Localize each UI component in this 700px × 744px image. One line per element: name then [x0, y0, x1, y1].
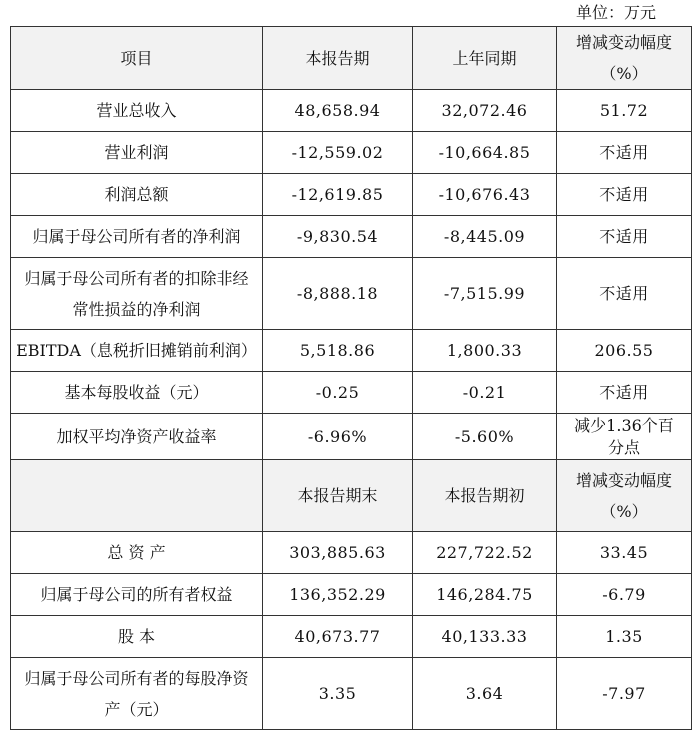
- cell-prior: -10,664.85: [413, 132, 557, 174]
- cell-change: 不适用: [557, 258, 692, 330]
- table-row: [11, 616, 692, 658]
- cell-current: -9,830.54: [263, 216, 413, 258]
- financial-table: [10, 26, 692, 730]
- table-row: [11, 216, 692, 258]
- table-row: [11, 174, 692, 216]
- cell-prior: -8,445.09: [413, 216, 557, 258]
- table-row: [11, 532, 692, 574]
- unit-label: 单位：万元: [575, 3, 656, 22]
- table-row: [11, 574, 692, 616]
- header-blank: [11, 460, 263, 532]
- row-label: 营业利润: [11, 132, 263, 174]
- row-label: 股 本: [11, 616, 263, 658]
- row-label: 归属于母公司所有者的净利润: [11, 216, 263, 258]
- header-change-pct: 增减变动幅度（%）: [557, 460, 692, 532]
- row-label: 基本每股收益（元）: [11, 372, 263, 414]
- cell-current: -6.96%: [263, 414, 413, 460]
- cell-change: 51.72: [557, 90, 692, 132]
- row-label: 加权平均净资产收益率: [11, 414, 263, 460]
- cell-change: 不适用: [557, 132, 692, 174]
- header-period-start: 本报告期初: [413, 460, 557, 532]
- cell-current: -8,888.18: [263, 258, 413, 330]
- cell-change: -7.97: [557, 658, 692, 730]
- cell-current: 48,658.94: [263, 90, 413, 132]
- table-row: [11, 258, 692, 330]
- row-label: 归属于母公司所有者的每股净资产（元）: [11, 658, 263, 730]
- row-label: 归属于母公司的所有者权益: [11, 574, 263, 616]
- cell-change: 不适用: [557, 216, 692, 258]
- row-label: 利润总额: [11, 174, 263, 216]
- cell-change: 减少1.36个百分点: [557, 414, 692, 460]
- cell-change: 不适用: [557, 174, 692, 216]
- cell-change: -6.79: [557, 574, 692, 616]
- table-row: [11, 372, 692, 414]
- cell-period-end: 303,885.63: [263, 532, 413, 574]
- cell-current: 5,518.86: [263, 330, 413, 372]
- table-row: [11, 414, 692, 460]
- cell-current: -12,559.02: [263, 132, 413, 174]
- cell-period-start: 3.64: [413, 658, 557, 730]
- row-label: 营业总收入: [11, 90, 263, 132]
- cell-period-end: 136,352.29: [263, 574, 413, 616]
- cell-period-end: 3.35: [263, 658, 413, 730]
- cell-prior: 32,072.46: [413, 90, 557, 132]
- table-row: [11, 132, 692, 174]
- cell-prior: -7,515.99: [413, 258, 557, 330]
- table-row: [11, 330, 692, 372]
- cell-period-start: 227,722.52: [413, 532, 557, 574]
- row-label: 总 资 产: [11, 532, 263, 574]
- header-period-end: 本报告期末: [263, 460, 413, 532]
- table-row: [11, 658, 692, 730]
- cell-prior: -5.60%: [413, 414, 557, 460]
- header-item: 项目: [11, 27, 263, 90]
- cell-prior: -0.21: [413, 372, 557, 414]
- table-row: [11, 90, 692, 132]
- cell-current: -12,619.85: [263, 174, 413, 216]
- cell-change: 206.55: [557, 330, 692, 372]
- cell-period-start: 146,284.75: [413, 574, 557, 616]
- header-change-pct: 增减变动幅度（%）: [557, 27, 692, 90]
- row-label: EBITDA（息税折旧摊销前利润）: [11, 330, 263, 372]
- table1-header-row: [11, 27, 692, 90]
- cell-current: -0.25: [263, 372, 413, 414]
- cell-period-end: 40,673.77: [263, 616, 413, 658]
- cell-prior: 1,800.33: [413, 330, 557, 372]
- table2-header-row: [11, 460, 692, 532]
- cell-prior: -10,676.43: [413, 174, 557, 216]
- row-label: 归属于母公司所有者的扣除非经常性损益的净利润: [11, 258, 263, 330]
- cell-change: 33.45: [557, 532, 692, 574]
- header-current-period: 本报告期: [263, 27, 413, 90]
- cell-period-start: 40,133.33: [413, 616, 557, 658]
- cell-change: 不适用: [557, 372, 692, 414]
- cell-change: 1.35: [557, 616, 692, 658]
- header-prior-period: 上年同期: [413, 27, 557, 90]
